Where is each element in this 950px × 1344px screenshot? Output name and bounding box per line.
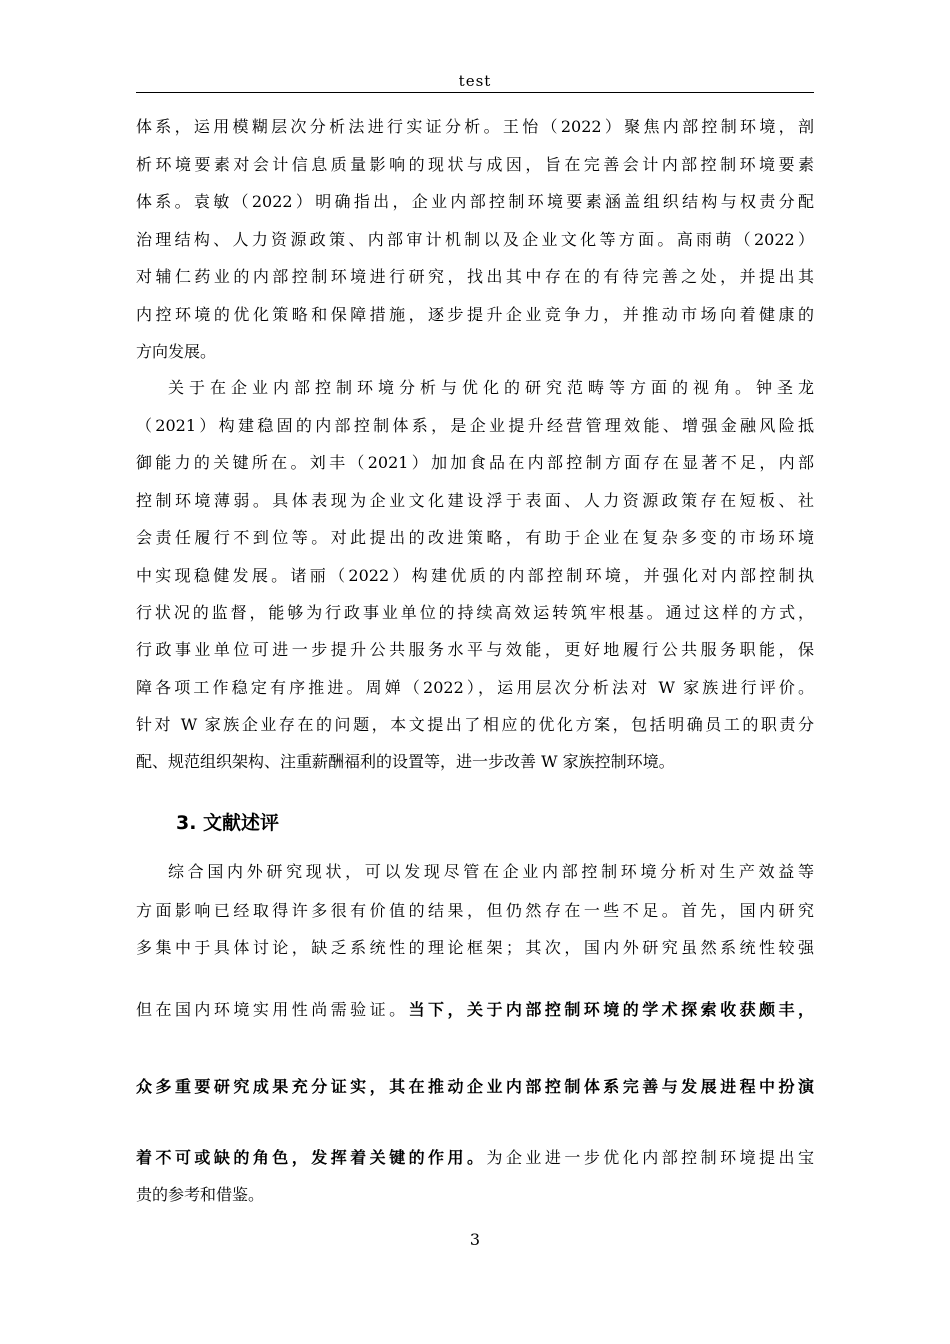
paragraph-line: 体系，运用模糊层次分析法进行实证分析。王怡（2022）聚焦内部控制环境，剖: [136, 117, 814, 136]
paragraph-line: 针对 W 家族企业存在的问题，本文提出了相应的优化方案，包括明确员工的职责分: [136, 715, 814, 734]
paragraph-line: 中实现稳健发展。诸丽（2022）构建优质的内部控制环境，并强化对内部控制执: [136, 566, 814, 585]
bold-text: 着不可或缺的角色，发挥着关键的作用。: [136, 1148, 487, 1167]
paragraph-line: 对辅仁药业的内部控制环境进行研究，找出其中存在的有待完善之处，并提出其: [136, 267, 814, 286]
paragraph-line: （2021）构建稳固的内部控制体系，是企业提升经营管理效能、增强金融风险抵: [136, 416, 814, 435]
paragraph-line: 控制环境薄弱。具体表现为企业文化建设浮于表面、人力资源政策存在短板、社: [136, 491, 814, 510]
paragraph-line: 会责任履行不到位等。对此提出的改进策略，有助于企业在复杂多变的市场环境: [136, 528, 814, 547]
normal-text: 但在国内环境实用性尚需验证。: [136, 1000, 409, 1019]
page-number: 3: [469, 1230, 481, 1249]
paragraph-line: 方向发展。: [136, 342, 217, 361]
paragraph-line: 御能力的关键所在。刘丰（2021）加加食品在内部控制方面存在显著不足，内部: [136, 453, 814, 472]
paragraph-line: 内控环境的优化策略和保障措施，逐步提升企业竞争力，并推动市场向着健康的: [136, 305, 814, 324]
paragraph-line: 配、规范组织架构、注重薪酬福利的设置等，进一步改善 W 家族控制环境。: [136, 752, 675, 771]
paragraph-line: 行政事业单位可进一步提升公共服务水平与效能，更好地履行公共服务职能，保: [136, 640, 814, 659]
paragraph-line: 综合国内外研究现状，可以发现尽管在企业内部控制环境分析对生产效益等: [168, 862, 814, 881]
section-heading: 3. 文献述评: [176, 812, 280, 834]
bold-text: 当下，关于内部控制环境的学术探索收获颇丰，: [408, 1000, 814, 1019]
paragraph-line: 贵的参考和借鉴。: [136, 1185, 265, 1204]
paragraph-line: 关于在企业内部控制环境分析与优化的研究范畴等方面的视角。钟圣龙: [168, 378, 814, 397]
paragraph-line: 多集中于具体讨论，缺乏系统性的理论框架；其次，国内外研究虽然系统性较强: [136, 938, 814, 957]
paragraph-line: 障各项工作稳定有序推进。周婵（2022），运用层次分析法对 W 家族进行评价。: [136, 678, 814, 697]
paragraph-line-mixed: [136, 1143, 814, 1173]
normal-text: 为企业进一步优化内部控制环境提出宝: [486, 1148, 814, 1167]
paragraph-line: 行状况的监督，能够为行政事业单位的持续高效运转筑牢根基。通过这样的方式，: [136, 603, 814, 622]
header-rule: [136, 92, 814, 93]
paragraph-line-mixed: [136, 995, 814, 1025]
paragraph-line: 析环境要素对会计信息质量影响的现状与成因，旨在完善会计内部控制环境要素: [136, 155, 814, 174]
paragraph-line: 治理结构、人力资源政策、内部审计机制以及企业文化等方面。高雨萌（2022）: [136, 230, 814, 249]
paragraph-line: 体系。袁敏（2022）明确指出，企业内部控制环境要素涵盖组织结构与权责分配: [136, 192, 814, 211]
paragraph-line-bold: 众多重要研究成果充分证实，其在推动企业内部控制体系完善与发展进程中扮演: [136, 1077, 814, 1096]
paragraph-line: 方面影响已经取得许多很有价值的结果，但仍然存在一些不足。首先，国内研究: [136, 901, 814, 920]
page-header: test: [458, 72, 492, 90]
